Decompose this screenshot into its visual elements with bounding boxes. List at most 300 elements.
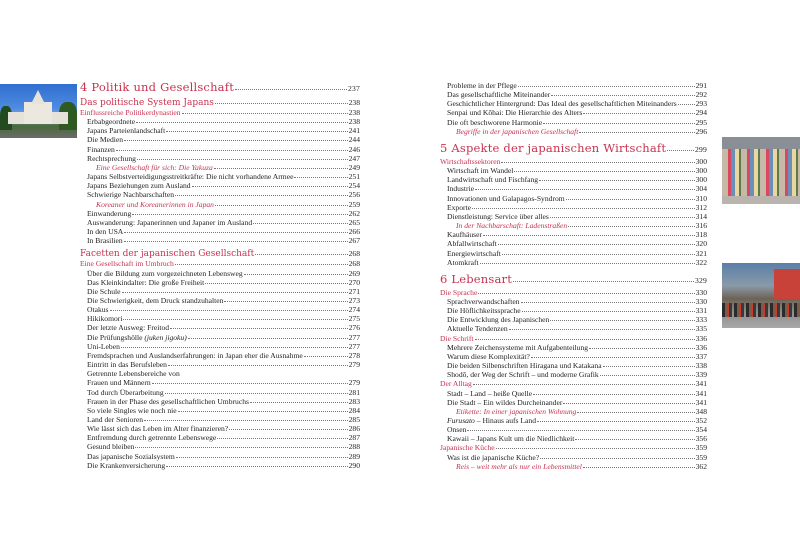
dot-leader: [304, 356, 348, 357]
toc-entry-senpai-und-ko-hai-die-hierarchie-des-alt[interactable]: [440, 108, 707, 117]
dot-leader: [480, 263, 695, 264]
toc-entry-japans-selbstverteidigungsstreitkra-fte-[interactable]: [80, 172, 360, 181]
page-number: 354: [695, 425, 707, 435]
toc-entry-abfallwirtschaft[interactable]: [440, 239, 707, 248]
page-number: 348: [695, 406, 707, 416]
page-number: 281: [348, 387, 360, 397]
toc-entry-title: [87, 323, 169, 332]
dot-leader: [144, 420, 348, 421]
toc-entry-wirtschaft-im-wandel[interactable]: [440, 166, 707, 175]
toc-entry-title-text: Getrennte Lebensbereiche von: [87, 369, 180, 379]
toc-entry-title: [447, 108, 582, 117]
page-number: 275: [348, 314, 360, 324]
toc-entry-das-japanische-sozialsystem[interactable]: [80, 452, 360, 461]
toc-entry-title: [447, 239, 497, 248]
dot-leader: [473, 384, 695, 385]
toc-entry-eine-gesellschaft-fu-r-sich-die-yakuza[interactable]: [80, 163, 360, 172]
toc-entry-title-text: Shodō, der Weg der Schrift – und moderne Grafik: [447, 370, 599, 380]
toc-entry-title: [87, 135, 123, 144]
toc-entry-title: [447, 425, 466, 434]
page-number: 336: [695, 342, 707, 352]
page-number: 259: [348, 199, 360, 209]
toc-entry-title-text: Gesund bleiben: [87, 442, 135, 452]
toc-entry-title-text: Der letzte Ausweg: Freitod: [87, 323, 170, 333]
toc-entry-fremdsprachen-und-auslandserfahrungen-in[interactable]: [80, 351, 360, 360]
dot-leader: [577, 412, 694, 413]
toc-entry-eintritt-in-das-berufsleben[interactable]: [80, 360, 360, 369]
toc-entry-title: [447, 90, 550, 99]
dot-leader: [229, 429, 347, 430]
toc-entry-title-text: Einflussreiche Politikerdynastien: [80, 108, 181, 117]
page-number: 273: [348, 295, 360, 305]
toc-entry-title: [87, 378, 151, 387]
toc-entry-title: [87, 172, 293, 181]
toc-entry-title: [447, 194, 565, 203]
page-number: 318: [695, 230, 707, 240]
toc-entry-finanzen[interactable]: [80, 145, 360, 154]
toc-entry-title-text: Einwanderung: [87, 208, 132, 218]
toc-entry-title: [440, 272, 512, 286]
toc-entry-getrennte-lebensbereiche-von[interactable]: [80, 369, 360, 378]
toc-entry-japans-beziehungen-zum-ausland[interactable]: [80, 181, 360, 190]
toc-entry-title-text: Japans Parteienlandschaft: [87, 126, 166, 136]
toc-entry-title-text: Auswanderung: Japanerinnen und Japaner im Ausland: [87, 217, 253, 227]
toc-entry-was-ist-die-japanische-ku-che[interactable]: [440, 453, 707, 462]
toc-entry-in-den-usa[interactable]: [80, 227, 360, 236]
page-number: 292: [695, 90, 707, 100]
toc-entry-furusato-hinaus-aufs-land[interactable]: [440, 416, 707, 425]
toc-entry-title-text: Frauen und Männern: [87, 378, 151, 388]
page-number: 331: [695, 306, 707, 316]
toc-entry-in-der-nachbarschaft-ladenstra-en[interactable]: [440, 221, 707, 230]
toc-entry-title: [447, 81, 517, 90]
dot-leader: [589, 348, 695, 349]
toc-entry-title-text: Finanzen: [87, 144, 115, 154]
toc-entry-etikette-in-einer-japanischen-wohnung[interactable]: [440, 407, 707, 416]
toc-entry-title-text: Erbabgeordnete: [87, 117, 136, 127]
page-number: 249: [348, 162, 360, 172]
toc-entry-title: [456, 407, 576, 416]
toc-entry-title: [447, 203, 471, 212]
dot-leader: [472, 208, 695, 209]
page-number: 336: [695, 333, 707, 343]
toc-entry-title: [87, 236, 123, 245]
dot-leader: [513, 281, 694, 282]
dot-leader: [176, 457, 348, 458]
dot-leader: [250, 402, 348, 403]
shop-interior-photo: [722, 137, 800, 204]
floor: [722, 196, 800, 204]
toc-entry-das-gesellschaftliche-miteinander[interactable]: [440, 90, 707, 99]
toc-entry-onsen[interactable]: [440, 425, 707, 434]
toc-entry-wie-la-sst-sich-das-leben-im-alter-finan[interactable]: [80, 424, 360, 433]
toc-entry-schwierige-nachbarschaften[interactable]: [80, 190, 360, 199]
toc-entry-das-politische-system-japans[interactable]: [80, 98, 360, 108]
toc-entry-title: [87, 218, 252, 227]
toc-entry-6-lebensart[interactable]: [440, 272, 707, 288]
toc-entry-title: [447, 389, 532, 398]
page-number: 304: [695, 184, 707, 194]
page-number: 271: [348, 286, 360, 296]
toc-entry-title-text: Etikette: In einer japanischen Wohnung: [456, 406, 577, 416]
dot-leader: [121, 347, 348, 348]
page-number: 270: [348, 277, 360, 287]
toc-entry-tod-durch-u-berarbeitung[interactable]: [80, 388, 360, 397]
toc-entry-die-entwicklung-des-japanischen[interactable]: [440, 315, 707, 324]
toc-entry-title: [87, 227, 123, 236]
toc-entry-landwirtschaft-und-fischfang[interactable]: [440, 175, 707, 184]
dot-leader: [533, 394, 695, 395]
toc-entry-title: [87, 305, 109, 314]
toc-entry-die-medien[interactable]: [80, 135, 360, 144]
toc-entry-die-oft-beschworene-harmonie[interactable]: [440, 118, 707, 127]
page-number: 244: [348, 135, 360, 145]
dot-leader: [566, 199, 695, 200]
dot-leader: [514, 171, 694, 172]
toc-entry-so-viele-singles-wie-noch-nie[interactable]: [80, 406, 360, 415]
toc-entry-title: [87, 415, 143, 424]
page-number: 268: [348, 259, 360, 269]
toc-entry-reis-weit-mehr-als-nur-ein-lebensmittel[interactable]: [440, 462, 707, 471]
toc-entry-die-ho-flichkeitssprache[interactable]: [440, 306, 707, 315]
toc-entry-exporte[interactable]: [440, 203, 707, 212]
toc-entry-title: [80, 108, 181, 117]
toc-entry-koreaner-und-koreanerinnen-in-japan[interactable]: [80, 200, 360, 209]
dot-leader: [475, 189, 695, 190]
page-number: 295: [695, 117, 707, 127]
page-number: 254: [348, 181, 360, 191]
page-number: 320: [695, 239, 707, 249]
toc-entry-title-text: Warum diese Komplexität?: [447, 351, 530, 361]
page-number: 276: [348, 323, 360, 333]
page-number: 268: [348, 249, 360, 259]
toc-entry-title-text: Was ist die japanische Küche?: [447, 452, 540, 462]
dot-leader: [178, 411, 348, 412]
dot-leader: [583, 467, 695, 468]
toc-entry-title: [440, 443, 495, 452]
toc-entry-einflussreiche-politikerdynastien[interactable]: [80, 108, 360, 117]
page-number: 246: [348, 144, 360, 154]
toc-entry-kaufha-user[interactable]: [440, 230, 707, 239]
page-number: 284: [348, 405, 360, 415]
toc-entry-kawaii-japans-kult-um-die-niedlichkeit[interactable]: [440, 434, 707, 443]
toc-entry-title-text: Aktuelle Tendenzen: [447, 324, 508, 334]
toc-entry-title-text: Das Kleinkindalter: Die große Freiheit: [87, 277, 205, 287]
page-number: 362: [695, 461, 707, 471]
toc-entry-gesund-bleiben[interactable]: [80, 442, 360, 451]
toc-entry-4-politik-und-gesellschaft[interactable]: [80, 80, 360, 96]
dot-leader: [678, 104, 695, 105]
dot-leader: [518, 86, 695, 87]
toc-entry-energiewirtschaft[interactable]: [440, 249, 707, 258]
page-number: 237: [348, 84, 360, 93]
toc-entry-das-kleinkindalter-die-gro-e-freiheit[interactable]: [80, 278, 360, 287]
toc-entry-aktuelle-tendenzen[interactable]: [440, 324, 707, 333]
toc-entry-title-text: Rechtsprechung: [87, 153, 136, 163]
dot-leader: [224, 301, 347, 302]
toc-entry-title-text: Die Höflichkeitssprache: [447, 306, 521, 316]
toc-entry-title: [456, 221, 567, 230]
toc-entry-in-brasilien[interactable]: [80, 236, 360, 245]
page-number: 262: [348, 208, 360, 218]
toc-entry-otakus[interactable]: [80, 305, 360, 314]
toc-entry-5-aspekte-der-japanischen-wirtschaft[interactable]: [440, 141, 707, 157]
dot-leader: [170, 328, 348, 329]
toc-entry-begriffe-in-der-japanischen-gesellschaft[interactable]: [440, 127, 707, 136]
toc-entry-die-pru-fungsho-lle[interactable]: [80, 333, 360, 342]
toc-entry-title: [87, 190, 174, 199]
toc-entry-dienstleistung-service-u-ber-alles[interactable]: [440, 212, 707, 221]
dot-leader: [521, 302, 695, 303]
toc-entry-title-text: Stadt – Land – heiße Quelle: [447, 388, 532, 398]
toc-entry-frauen-und-ma-nnern[interactable]: [80, 378, 360, 387]
toc-entry-die-schule[interactable]: [80, 287, 360, 296]
dot-leader: [540, 458, 694, 459]
dot-leader: [135, 447, 347, 448]
toc-entry-title: [96, 200, 214, 209]
dot-leader: [531, 357, 695, 358]
page-number: 247: [348, 153, 360, 163]
page-number: 251: [348, 172, 360, 182]
toc-entry-title: [440, 288, 477, 297]
toc-entry-title-text: Die Krankenversicherung: [87, 460, 166, 470]
toc-entry-title: [447, 343, 588, 352]
dot-leader: [253, 223, 347, 224]
dot-leader: [667, 150, 694, 151]
toc-entry-title: [87, 145, 115, 154]
page-number: 287: [348, 433, 360, 443]
toc-entry-rechtsprechung[interactable]: [80, 154, 360, 163]
toc-entry-shodo-der-weg-der-schrift-und-moderne-gr[interactable]: [440, 370, 707, 379]
dot-leader: [568, 226, 694, 227]
toc-entry-die-schrift[interactable]: [440, 334, 707, 343]
toc-entry-title: [447, 361, 602, 370]
page-number: 339: [695, 370, 707, 380]
page-number: 238: [348, 98, 360, 107]
dot-leader: [583, 113, 694, 114]
toc-entry-title-text: Japanische Küche: [440, 443, 495, 453]
toc-entry-probleme-in-der-pflege[interactable]: [440, 81, 707, 90]
toc-entry-title-text: Das politische System Japans: [80, 98, 214, 108]
toc-entry-auswanderung-japanerinnen-und-japaner-im[interactable]: [80, 218, 360, 227]
toc-entry-die-schwierigkeit-dem-druck-standzuhalte[interactable]: [80, 296, 360, 305]
toc-entry-title-text: Kawaii – Japans Kult um die Niedlichkeit: [447, 434, 575, 444]
toc-entry-einwanderung[interactable]: [80, 209, 360, 218]
dot-leader: [483, 235, 695, 236]
toc-entry-erbabgeordnete[interactable]: [80, 117, 360, 126]
toc-entry-title: [87, 360, 167, 369]
dot-leader: [294, 177, 347, 178]
page-number: 256: [348, 190, 360, 200]
page-number: 322: [695, 257, 707, 267]
toc-entry-title: [447, 370, 599, 379]
dot-leader: [166, 466, 347, 467]
toc-entry-hikikomori[interactable]: [80, 314, 360, 323]
toc-entry-title: [96, 163, 213, 172]
dot-leader: [537, 421, 695, 422]
toc-entry-title-text: Energiewirtschaft: [447, 248, 501, 258]
page-number: 294: [695, 108, 707, 118]
toc-entry-title: [447, 306, 521, 315]
page-number: 341: [695, 397, 707, 407]
dot-leader: [600, 375, 695, 376]
toc-entry-der-letzte-ausweg-freitod[interactable]: [80, 323, 360, 332]
toc-entry-title: [447, 166, 513, 175]
toc-entry-title-text: Atomkraft: [447, 257, 479, 267]
dot-leader: [539, 180, 695, 181]
dot-leader: [124, 241, 348, 242]
toc-entry-title: [440, 157, 500, 166]
toc-entry-die-beiden-silbenschriften-hiragana-und-[interactable]: [440, 361, 707, 370]
toc-entry-title-text: Der Alltag: [440, 379, 472, 389]
toc-entry-title: [87, 433, 216, 442]
toc-entry-der-alltag[interactable]: [440, 379, 707, 388]
toc-entry-title-text: Dienstleistung: Service über alles: [447, 211, 549, 221]
toc-entry-industrie[interactable]: [440, 184, 707, 193]
toc-entry-die-krankenversicherung[interactable]: [80, 461, 360, 470]
page-number: 329: [695, 275, 707, 285]
toc-entry-atomkraft[interactable]: [440, 258, 707, 267]
dot-leader: [214, 168, 348, 169]
dot-leader: [165, 393, 348, 394]
toc-entry-sprachverwandschaften[interactable]: [440, 297, 707, 306]
toc-entry-title-text: Frauen in der Phase des gesellschaftlichen Umbruchs: [87, 396, 249, 406]
dot-leader: [509, 329, 695, 330]
dot-leader: [522, 311, 695, 312]
dot-leader: [124, 232, 347, 233]
page-number: 289: [348, 451, 360, 461]
toc-entry-title-text: In Brasilien: [87, 236, 123, 246]
page-number: 278: [348, 350, 360, 360]
toc-entry-title-text: Sprachverwandschaften: [447, 296, 520, 306]
page-number: 296: [695, 126, 707, 136]
toc-entry-title: [447, 249, 501, 258]
dot-leader: [475, 339, 695, 340]
toc-entry-mehrere-zeichensysteme-mit-aufgabenteilu[interactable]: [440, 343, 707, 352]
page-number: 266: [348, 227, 360, 237]
toc-entry-title: [440, 334, 474, 343]
toc-entry-japanische-ku-che[interactable]: [440, 443, 707, 452]
toc-entry-title-text: Abfallwirtschaft: [447, 239, 497, 249]
toc-entry-geschichtlicher-hintergrund-das-ideal-de[interactable]: [440, 99, 707, 108]
toc-entry-title: [447, 315, 549, 324]
page-number: 267: [348, 236, 360, 246]
page-number: 359: [695, 443, 707, 453]
toc-entry-eine-gesellschaft-im-umbruch[interactable]: [80, 259, 360, 268]
toc-entry-title: [87, 117, 135, 126]
toc-entry-frauen-in-der-phase-des-gesellschaftlich[interactable]: [80, 397, 360, 406]
toc-entry-title: [87, 424, 228, 433]
dot-leader: [551, 95, 694, 96]
toc-entry-title: [87, 296, 223, 305]
toc-entry-title: [447, 184, 474, 193]
dot-leader: [603, 366, 695, 367]
dot-leader: [575, 439, 694, 440]
toc-entry-uni-leben[interactable]: [80, 342, 360, 351]
toc-entry-title: [447, 416, 536, 425]
page-number: 285: [348, 415, 360, 424]
dot-leader: [132, 214, 347, 215]
toc-entry-title-text: Onsen: [447, 425, 467, 435]
page-number: 300: [695, 156, 707, 166]
dot-leader: [122, 292, 348, 293]
toc-entry-title: [87, 342, 120, 351]
toc-entry-title-text: Uni-Leben: [87, 341, 120, 351]
toc-entry-title: [87, 181, 191, 190]
toc-entry-title-text: In der Nachbarschaft: Ladenstraßen: [456, 221, 568, 231]
page-number: 288: [348, 442, 360, 452]
toc-entry-title-text: So viele Singles wie noch nie: [87, 405, 177, 415]
dot-leader: [175, 264, 348, 265]
toc-entry-title: [80, 80, 234, 94]
toc-entry-title-text: Eine Gesellschaft für sich: Die Yakuza: [96, 162, 213, 172]
toc-entry-title-text: Die Schule: [87, 286, 121, 296]
toc-entry-stadt-land-hei-e-quelle[interactable]: [440, 389, 707, 398]
dot-leader: [137, 159, 348, 160]
dot-leader: [543, 123, 695, 124]
toc-entry-title-italic: (juken jigoku): [144, 332, 187, 342]
dot-leader: [244, 274, 348, 275]
toc-entry-title: [447, 118, 542, 127]
dot-leader: [498, 244, 695, 245]
toc-entry-title: [87, 388, 164, 397]
billboard: [774, 269, 800, 299]
building-tower: [31, 90, 45, 104]
page-number: 279: [348, 360, 360, 370]
toc-entry-land-der-senioren[interactable]: [80, 415, 360, 424]
toc-entry-entfremdung-durch-getrennte-lebenswege[interactable]: [80, 433, 360, 442]
toc-entry-title: [80, 249, 254, 259]
toc-entry-u-ber-die-bildung-zum-vorgezeichneten-le[interactable]: [80, 269, 360, 278]
page-number: 356: [695, 434, 707, 444]
toc-entry-title-text: Wirtschaftssektoren: [440, 156, 501, 166]
toc-entry-title-text: Die Sprache: [440, 287, 478, 297]
dot-leader: [502, 254, 695, 255]
toc-entry-title-text: In den USA: [87, 227, 124, 237]
dot-leader: [124, 140, 348, 141]
page-number: 338: [695, 361, 707, 371]
page-number: 277: [348, 332, 360, 342]
toc-entry-title: [447, 352, 530, 361]
toc-entry-wirtschaftssektoren[interactable]: [440, 157, 707, 166]
page-number: 293: [695, 99, 707, 109]
dot-leader: [255, 254, 347, 255]
dot-leader: [192, 186, 348, 187]
dot-leader: [235, 89, 347, 90]
toc-entry-title-text: Mehrere Zeichensysteme mit Aufgabenteilung: [447, 342, 589, 352]
toc-entry-title-text: Koreaner und Koreanerinnen in Japan: [96, 199, 214, 209]
toc-entry-title-text: Die oft beschworene Harmonie: [447, 117, 543, 127]
toc-entry-title-text: Hikikomori: [87, 314, 123, 324]
page-number: 330: [695, 296, 707, 306]
toc-entry-title-text: Wie lässt sich das Leben im Alter finanzieren?: [87, 424, 229, 434]
toc-entry-title-text: Japans Selbstverteidigungsstreitkräfte: Die nicht vorhandene Armee: [87, 172, 294, 182]
toc-entry-title-text: Die Schrift: [440, 333, 474, 343]
toc-entry-facetten-der-japanischen-gesellschaft[interactable]: [80, 249, 360, 259]
dot-leader: [550, 217, 695, 218]
toc-entry-die-stadt-ein-wildes-durcheinander[interactable]: [440, 398, 707, 407]
toc-entry-warum-diese-komplexita-t[interactable]: [440, 352, 707, 361]
toc-entry-title-text: Schwierige Nachbarschaften: [87, 190, 175, 200]
dot-leader: [563, 403, 694, 404]
toc-entry-title-text: 6 Lebensart: [440, 271, 513, 286]
dot-leader: [501, 162, 694, 163]
toc-entry-innovationen-und-galapagos-syndrom[interactable]: [440, 194, 707, 203]
toc-entry-die-sprache[interactable]: [440, 288, 707, 297]
toc-entry-title-text: Probleme in der Pflege: [447, 81, 517, 90]
page-number: 286: [348, 424, 360, 434]
toc-entry-japans-parteienlandschaft[interactable]: [80, 126, 360, 135]
